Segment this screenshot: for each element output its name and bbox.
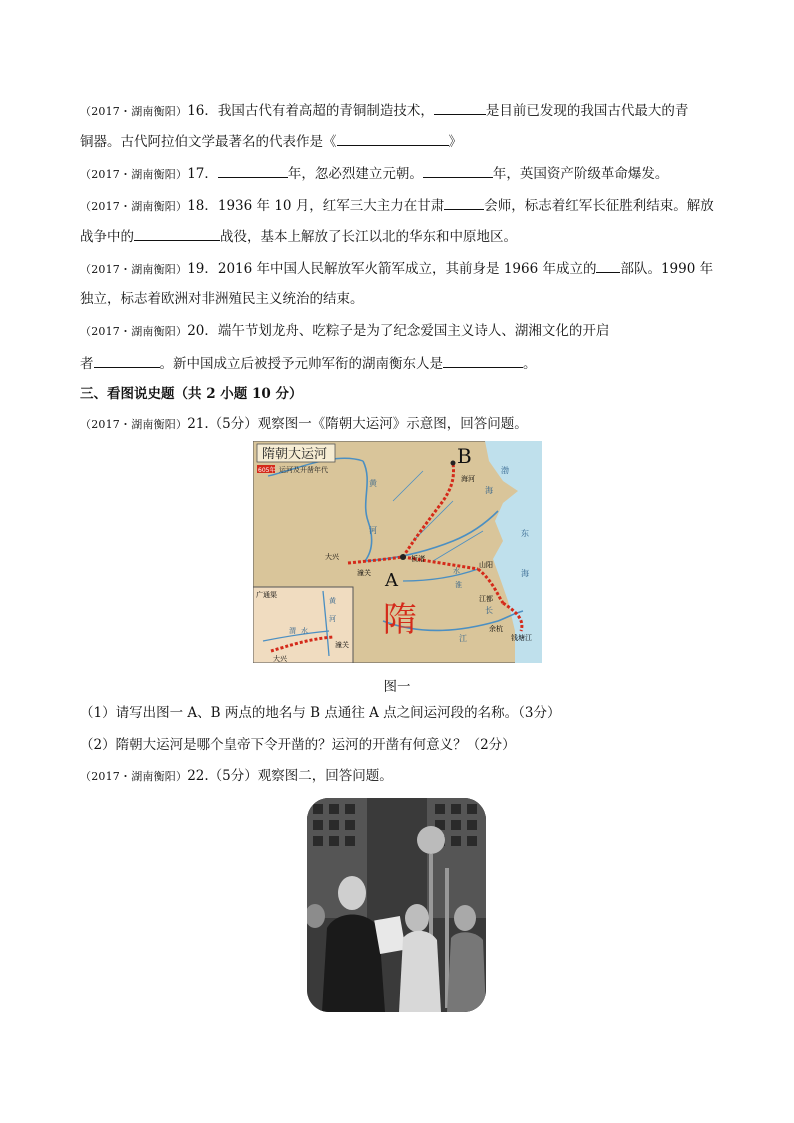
question-18-line1 xyxy=(80,195,730,217)
geo-label: 东 xyxy=(521,529,529,538)
place-banzhu: 板渚 xyxy=(411,555,425,563)
question-text: 21.（5分）观察图一《隋朝大运河》示意图，回答问题。 xyxy=(187,416,528,432)
question-source: （2017・湖南衡阳） xyxy=(80,105,188,118)
grand-canal-map xyxy=(253,441,542,663)
question-text: 年，忽必烈建立元朝。 xyxy=(287,166,423,182)
geo-label: 江 xyxy=(459,634,467,643)
place-qiantangjiang: 钱塘江 xyxy=(511,634,532,642)
legend-year: 605年 xyxy=(258,467,276,474)
geo-label: 水 xyxy=(453,567,460,575)
question-16-line2 xyxy=(80,131,730,152)
question-text: 部队。1990 年 xyxy=(620,261,714,277)
question-source: （2017・湖南衡阳） xyxy=(80,325,188,338)
question-text: 独立，标志着欧洲对非洲殖民主义统治的结束。 xyxy=(80,291,364,307)
question-source: （2017・湖南衡阳） xyxy=(80,200,188,213)
label-a: A xyxy=(385,570,398,591)
question-text: 战争中的 xyxy=(80,229,134,245)
question-text: 会师，标志着红军长征胜利结束。解放 xyxy=(484,198,714,214)
answer-blank[interactable] xyxy=(337,131,449,146)
answer-blank[interactable] xyxy=(434,100,486,115)
question-21-part2: （2）隋朝大运河是哪个皇帝下令开凿的？运河的开凿有何意义？（2分） xyxy=(80,737,516,753)
geo-label: 海 xyxy=(485,486,493,495)
place-yuhang: 余杭 xyxy=(489,625,503,633)
question-text: 16．我国古代有着高超的青铜制造技术， xyxy=(187,103,434,119)
question-22 xyxy=(80,766,730,787)
inset-map xyxy=(253,587,353,663)
geo-label: 海 xyxy=(521,569,529,578)
inset-geo: 水 xyxy=(301,627,308,635)
question-21 xyxy=(80,414,730,435)
question-source: （2017・湖南衡阳） xyxy=(80,263,188,276)
inset-geo: 黄 xyxy=(329,597,336,605)
question-text: 年，英国资产阶级革命爆发。 xyxy=(492,166,669,182)
question-18-line2 xyxy=(80,226,730,247)
question-17 xyxy=(80,163,730,185)
inset-geo: 河 xyxy=(329,615,336,623)
question-text: 》 xyxy=(448,134,462,150)
question-source: （2017・湖南衡阳） xyxy=(80,770,188,783)
point-a-marker xyxy=(400,554,406,560)
geo-label: 淮 xyxy=(455,581,462,589)
sui-label: 隋 xyxy=(383,600,417,640)
label-b: B xyxy=(457,444,472,468)
place-jiangdu: 江都 xyxy=(479,595,493,603)
section-heading: 三、看图说史题（共 2 小题 10 分） xyxy=(80,386,303,402)
answer-blank[interactable] xyxy=(423,163,493,178)
answer-blank[interactable] xyxy=(134,226,220,241)
question-text: 者 xyxy=(80,356,94,372)
figure-1-caption: 图一 xyxy=(383,679,411,695)
inset-geo: 渭 xyxy=(289,627,296,635)
geo-label: 渤 xyxy=(501,466,509,475)
map-title: 隋朝大运河 xyxy=(262,447,328,462)
answer-blank[interactable] xyxy=(444,195,484,210)
point-b-marker xyxy=(451,461,456,466)
place-shanyang: 山阳 xyxy=(479,561,493,569)
question-19-line2 xyxy=(80,289,730,309)
question-21-part1: （1）请写出图一 A、B 两点的地名与 B 点通往 A 点之间运河段的名称。（3分） xyxy=(80,705,561,721)
place-tongguan: 潼关 xyxy=(357,569,371,577)
inset-daxing: 大兴 xyxy=(273,655,287,663)
inset-tongguan: 潼关 xyxy=(335,641,349,649)
answer-blank[interactable] xyxy=(94,353,160,368)
question-text: 是目前已发现的我国古代最大的青 xyxy=(485,103,689,119)
question-text: 。新中国成立后被授予元帅军衔的湖南衡东人是 xyxy=(159,356,443,372)
answer-blank[interactable] xyxy=(596,258,620,273)
question-text: 18．1936 年 10 月，红军三大主力在甘肃 xyxy=(187,198,445,214)
question-text: 20．端午节划龙舟、吃粽子是为了纪念爱国主义诗人、湖湘文化的开启 xyxy=(187,323,610,339)
legend-text: 运河及开凿年代 xyxy=(279,466,328,474)
figure-2-photo xyxy=(307,798,486,1012)
question-text: 19．2016 年中国人民解放军火箭军成立，其前身是 1966 年成立的 xyxy=(187,261,597,277)
geo-label: 黄 xyxy=(369,479,377,488)
question-text: 战役，基本上解放了长江以北的华东和中原地区。 xyxy=(220,229,517,245)
question-text: 22.（5分）观察图二，回答问题。 xyxy=(187,768,393,784)
question-20-line2 xyxy=(80,353,730,374)
inset-title: 广通渠 xyxy=(256,591,277,599)
question-20-line1 xyxy=(80,321,730,342)
answer-blank[interactable] xyxy=(443,353,523,368)
place-haihe: 海河 xyxy=(461,475,475,483)
place-daxing: 大兴 xyxy=(325,553,339,561)
question-text: 。 xyxy=(523,356,537,372)
question-16-line1 xyxy=(80,100,730,122)
geo-label: 长 xyxy=(485,606,493,615)
question-text: 17． xyxy=(187,166,218,182)
question-text: 铜器。古代阿拉伯文学最著名的代表作是《 xyxy=(80,134,337,150)
question-source: （2017・湖南衡阳） xyxy=(80,418,188,431)
answer-blank[interactable] xyxy=(218,163,288,178)
question-source: （2017・湖南衡阳） xyxy=(80,168,188,181)
geo-label: 河 xyxy=(369,526,377,535)
question-19-line1 xyxy=(80,258,730,280)
